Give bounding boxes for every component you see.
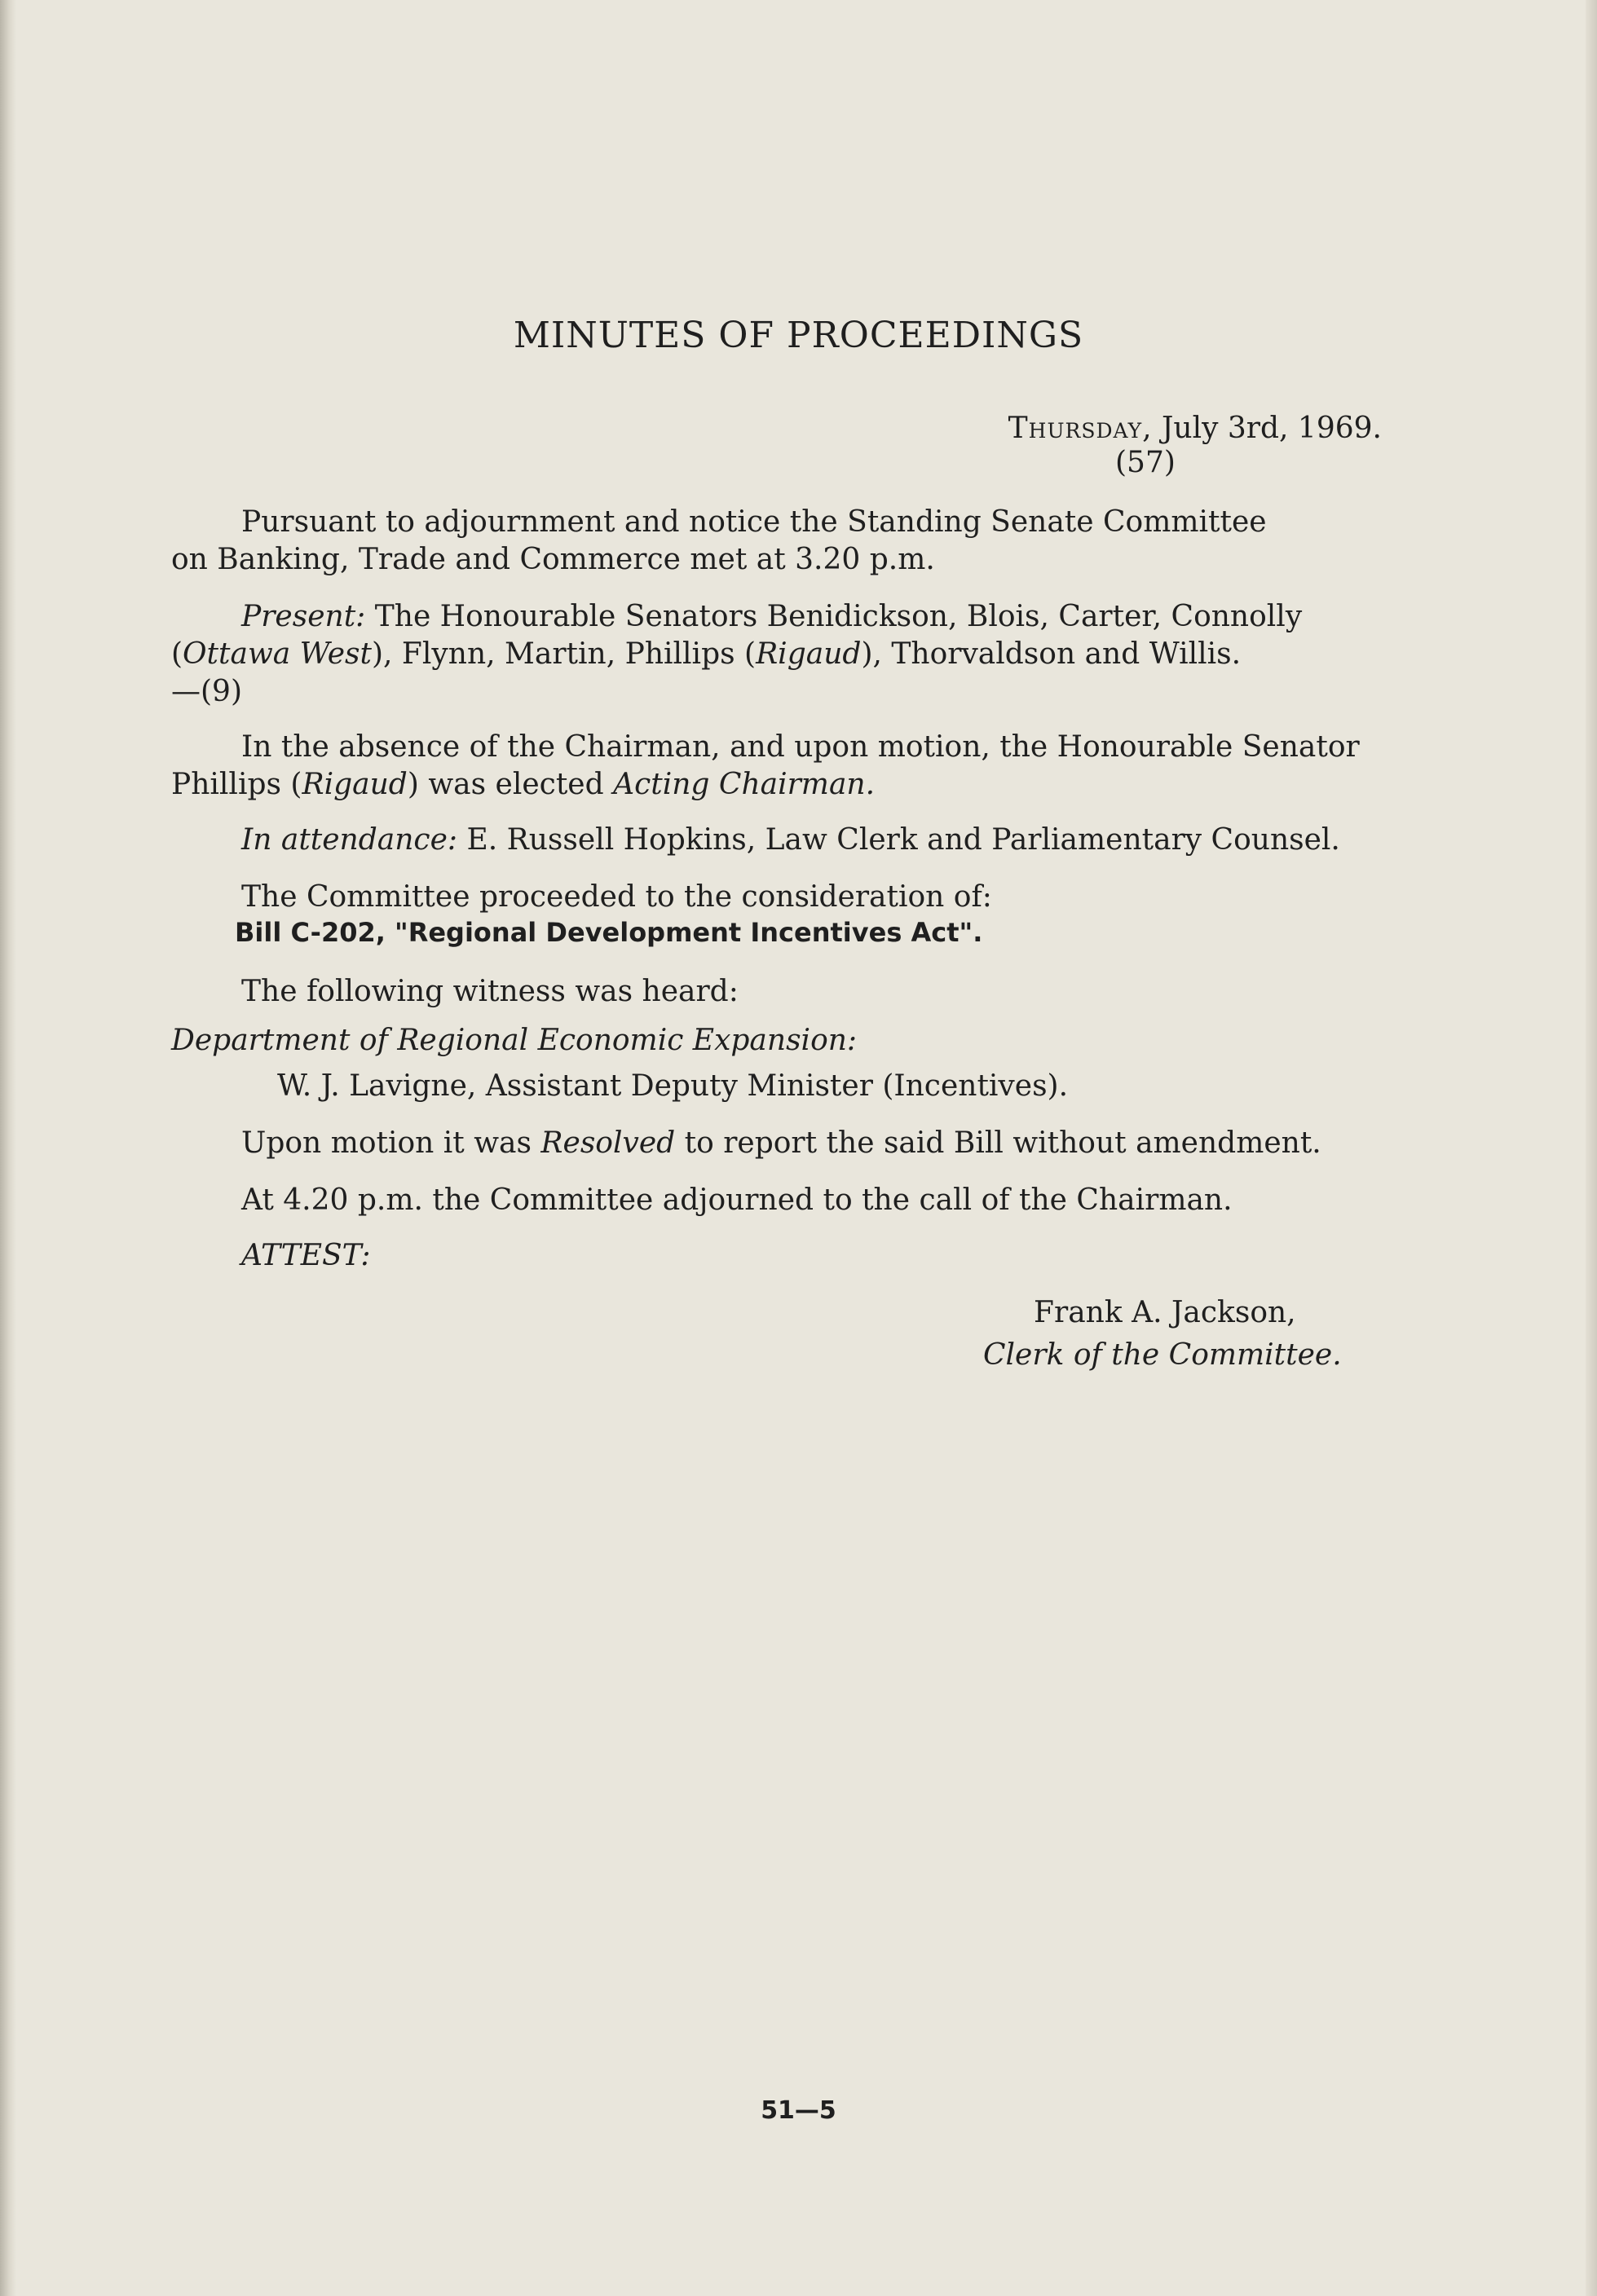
bill-title: Bill C-202, "Regional Development Incentives Act". — [235, 917, 983, 948]
attendance-name: E. Russell Hopkins, Law Clerk and Parliamentary Counsel. — [457, 823, 1340, 857]
chairman-riding: Rigaud — [302, 768, 408, 801]
meeting-day: Thursday, — [1008, 412, 1153, 445]
page-title: MINUTES OF PROCEEDINGS — [513, 315, 1084, 356]
present-senators-1: The Honourable Senators Benidickson, Blois, Carter, Connolly — [365, 600, 1303, 633]
attest-text: ATTEST: — [241, 1239, 371, 1272]
attest-label — [241, 1239, 371, 1272]
resolution-line — [241, 1126, 1321, 1160]
present-count: —(9) — [171, 675, 242, 708]
resolution-start: Upon motion it was — [241, 1126, 541, 1160]
present-line-1 — [241, 600, 1302, 633]
present-label: Present: — [241, 600, 366, 633]
department-label: Department of Regional Economic Expansion: — [171, 1024, 858, 1057]
adjournment-line: At 4.20 p.m. the Committee adjourned to the call of the Chairman. — [241, 1183, 1233, 1217]
chairman-elected: ) was elected — [407, 768, 614, 801]
present-riding-2: Rigaud — [756, 637, 862, 671]
opening-paragraph-line-2: on Banking, Trade and Commerce met at 3.20 p.m. — [171, 543, 935, 576]
page-folio: 51—5 — [761, 2096, 836, 2125]
chairman-line-2 — [171, 768, 875, 801]
present-senators-3: ), Thorvaldson and Willis. — [861, 637, 1242, 671]
signatory-name: Frank A. Jackson, — [1034, 1296, 1296, 1329]
meeting-date-rest: July 3rd, 1969. — [1152, 412, 1382, 445]
consideration-line: The Committee proceeded to the consideration of: — [241, 880, 992, 914]
paren-open: ( — [171, 637, 183, 671]
witness-name: W. J. Lavigne, Assistant Deputy Minister (Incentives). — [277, 1069, 1069, 1103]
chairman-line-1: In the absence of the Chairman, and upon motion, the Honourable Senator — [241, 730, 1360, 764]
department-name — [171, 1024, 857, 1057]
present-senators-2: ), Flynn, Martin, Phillips ( — [372, 637, 757, 671]
chairman-name: Phillips ( — [171, 768, 302, 801]
present-riding-1: Ottawa West — [183, 637, 372, 671]
present-line-2 — [171, 637, 1241, 671]
attendance-label: In attendance: — [241, 823, 458, 857]
resolution-end: to report the said Bill without amendment. — [675, 1126, 1321, 1160]
witness-intro: The following witness was heard: — [241, 975, 739, 1008]
chairman-role: Acting Chairman. — [613, 768, 876, 801]
meeting-date — [1008, 412, 1382, 445]
resolution-keyword: Resolved — [540, 1126, 676, 1160]
attendance-line — [241, 823, 1340, 857]
opening-paragraph-line-1: Pursuant to adjournment and notice the Standing Senate Committee — [241, 505, 1267, 539]
issue-number: (57) — [1115, 446, 1176, 479]
signatory-title: Clerk of the Committee. — [983, 1338, 1342, 1372]
